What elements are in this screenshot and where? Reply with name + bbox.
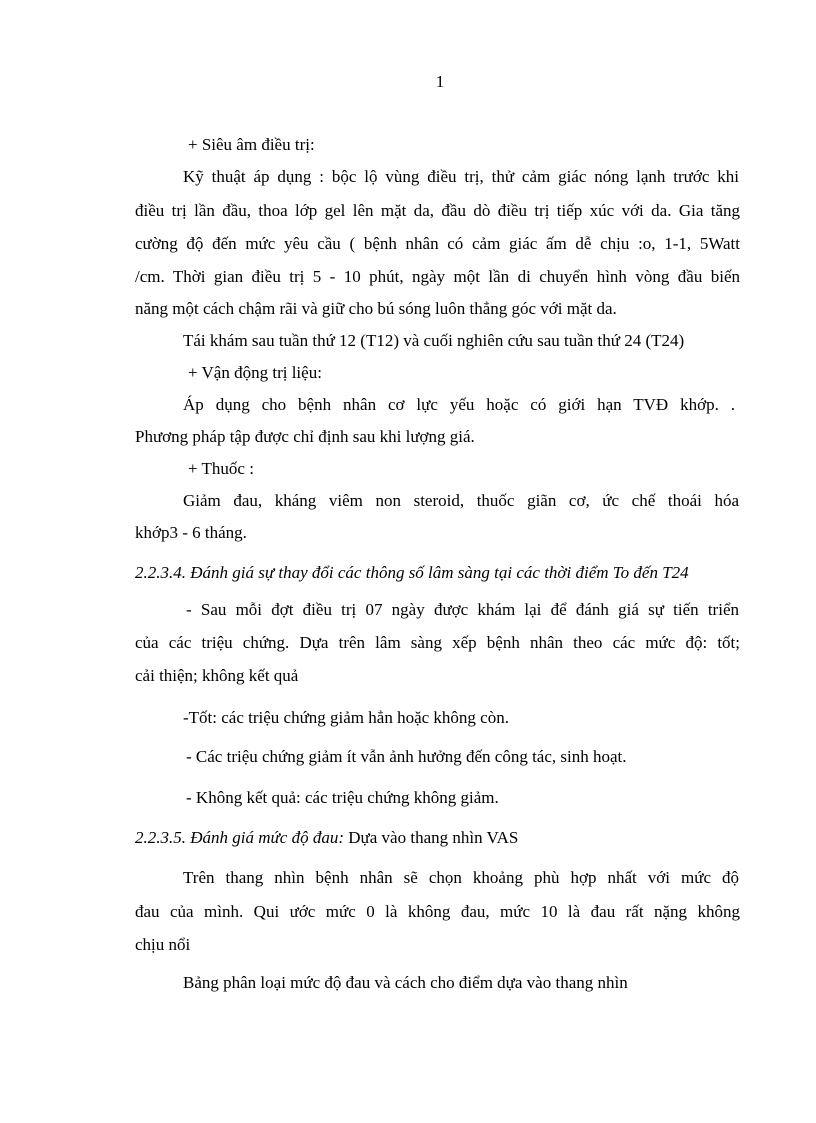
paragraph-line: Trên thang nhìn bệnh nhân sẽ chọn khoảng phù hợp nhất với mức độ (183, 868, 739, 887)
paragraph-line: khớp3 - 6 tháng. (135, 523, 247, 542)
paragraph-line: - Sau mỗi đợt điều trị 07 ngày được khám lại để đánh giá sự tiến triển (186, 600, 739, 619)
paragraph-line: Bảng phân loại mức độ đau và cách cho điểm dựa vào thang nhìn (183, 973, 628, 992)
paragraph-line: - Các triệu chứng giảm ít vẫn ảnh hưởng đến công tác, sinh hoạt. (186, 747, 627, 766)
paragraph-line: năng một cách chậm rãi và giữ cho bú sóng luôn thẳng góc với mặt da. (135, 299, 617, 318)
paragraph-line: + Siêu âm điều trị: (188, 135, 315, 154)
paragraph-line: + Thuốc : (188, 459, 254, 478)
paragraph-line: - Không kết quả: các triệu chứng không giảm. (186, 788, 499, 807)
paragraph-line: /cm. Thời gian điều trị 5 - 10 phút, ngày một lần di chuyển hình vòng đầu biến (135, 267, 740, 286)
paragraph-line: điều trị lần đầu, thoa lớp gel lên mặt da, đầu dò điều trị tiếp xúc với da. Gia tăng (135, 201, 740, 220)
paragraph-line: -Tốt: các triệu chứng giảm hẳn hoặc không còn. (183, 708, 509, 727)
section-heading: 2.2.3.5. Đánh giá mức độ đau: (135, 828, 345, 847)
paragraph-line: Áp dụng cho bệnh nhân cơ lực yếu hoặc có giới hạn TVĐ khớp. . (183, 395, 735, 414)
section-heading-line (135, 826, 740, 850)
paragraph-line: Tái khám sau tuần thứ 12 (T12) và cuối nghiên cứu sau tuần thứ 24 (T24) (183, 331, 685, 350)
paragraph-line: Phương pháp tập được chỉ định sau khi lượng giá. (135, 427, 475, 446)
page-number: 1 (435, 72, 445, 91)
paragraph-line: Giảm đau, kháng viêm non steroid, thuốc giãn cơ, ức chế thoái hóa (183, 491, 739, 510)
section-heading: 2.2.3.4. Đánh giá sự thay đổi các thông số lâm sàng tại các thời điểm To đến T24 (135, 563, 689, 582)
paragraph-line: + Vận động trị liệu: (188, 363, 322, 382)
paragraph-line: chịu nổi (135, 935, 191, 954)
paragraph-line: cường độ đến mức yêu cầu ( bệnh nhân có cảm giác ấm dễ chịu :o, 1-1, 5Watt (135, 234, 740, 253)
paragraph-line: Kỹ thuật áp dụng : bộc lộ vùng điều trị, thử cảm giác nóng lạnh trước khi (183, 167, 739, 186)
paragraph-line: của các triệu chứng. Dựa trên lâm sàng xếp bệnh nhân theo các mức độ: tốt; (135, 633, 740, 652)
paragraph-line: đau của mình. Qui ước mức 0 là không đau, mức 10 là đau rất nặng không (135, 902, 740, 921)
paragraph-line: cải thiện; không kết quả (135, 666, 299, 685)
section-heading-trailing: Dựa vào thang nhìn VAS (348, 828, 519, 847)
